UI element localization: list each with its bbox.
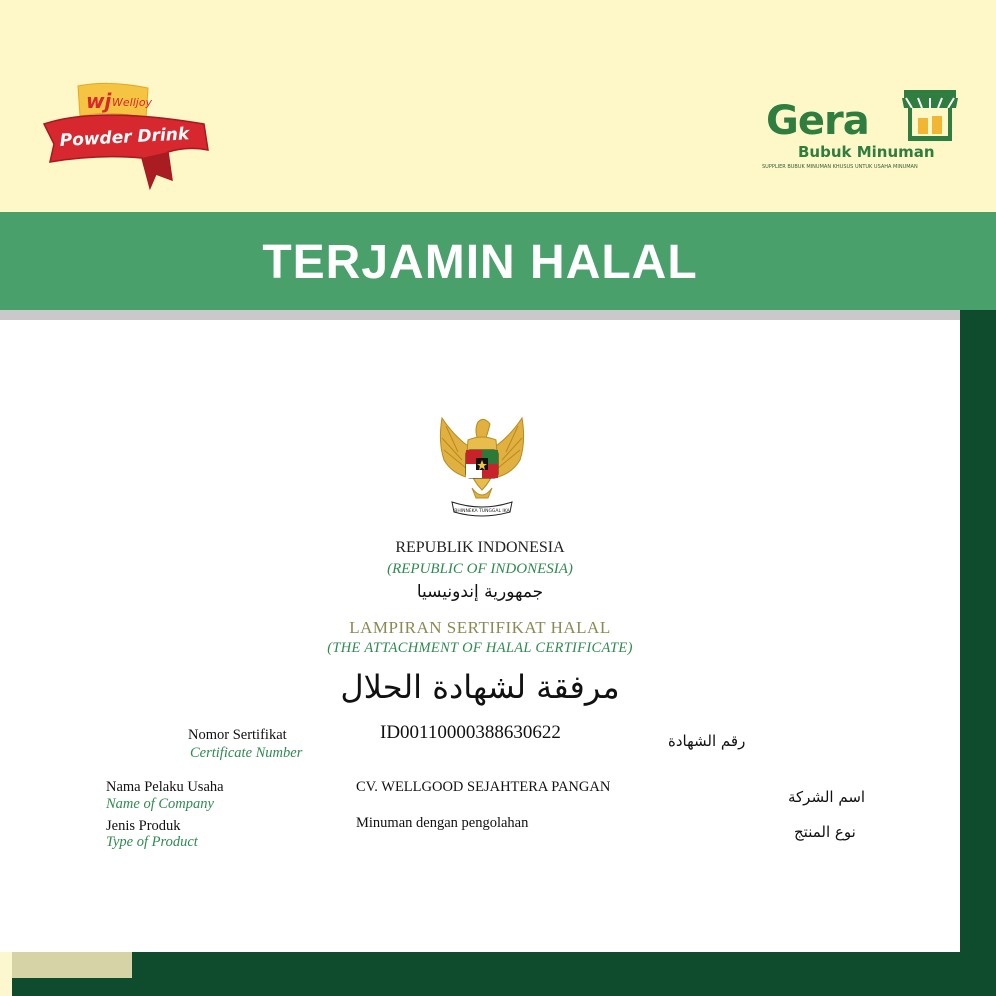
header-area [0, 0, 996, 212]
cert-number-label: Nomor Sertifikat [188, 727, 287, 743]
company-value: CV. WELLGOOD SEJAHTERA PANGAN [356, 779, 611, 795]
company-label-ar: اسم الشركة [788, 788, 866, 806]
frame-gap [0, 952, 12, 996]
welljoy-ribbon-icon [38, 80, 218, 192]
republic-ar: جمهورية إندونيسيا [416, 582, 544, 602]
title-banner [0, 212, 996, 310]
company-label-en: Name of Company [106, 796, 214, 812]
cert-number-label-ar: رقم الشهادة [668, 732, 746, 750]
republic-id: REPUBLIK INDONESIA [395, 539, 565, 556]
attachment-ar: مرفقة لشهادة الحلال [340, 668, 620, 706]
banner-shadow [0, 310, 960, 320]
republic-en: (REPUBLIC OF INDONESIA) [387, 561, 573, 577]
attachment-id: LAMPIRAN SERTIFIKAT HALAL [349, 618, 611, 637]
product-type-label-ar: نوع المنتج [794, 823, 856, 841]
svg-text:wj: wj [86, 89, 112, 113]
cert-number-label-en: Certificate Number [190, 745, 303, 761]
attachment-en: (THE ATTACHMENT OF HALAL CERTIFICATE) [327, 640, 633, 656]
company-label: Nama Pelaku Usaha [106, 779, 224, 795]
shop-stall-icon [900, 88, 960, 144]
welljoy-logo [38, 80, 218, 192]
cert-number-value: ID00110000388630622 [380, 722, 561, 743]
gera-logo-sub: Bubuk Minuman [798, 143, 935, 161]
banner-title: TERJAMIN HALAL [262, 236, 698, 289]
certificate-paper [0, 320, 960, 952]
gera-tagline: SUPPLIER BUBUK MINUMAN KHUSUS UNTUK USAHA MINUMAN [762, 164, 918, 170]
garuda-emblem-icon [428, 412, 536, 522]
product-type-label-en: Type of Product [106, 834, 198, 850]
product-type-label: Jenis Produk [106, 818, 181, 834]
product-type-value: Minuman dengan pengolahan [356, 815, 529, 831]
svg-text:Welljoy: Welljoy [112, 96, 153, 109]
svg-text:Powder Drink: Powder Drink [59, 124, 190, 151]
frame-right [960, 310, 996, 996]
frame-bottom [0, 952, 996, 996]
frame-bottom-accent [12, 952, 132, 978]
gera-logo [760, 88, 970, 180]
gera-logo-main: Gera [766, 98, 869, 144]
emblem-motto: BHINNEKA TUNGGAL IKA [454, 509, 510, 514]
